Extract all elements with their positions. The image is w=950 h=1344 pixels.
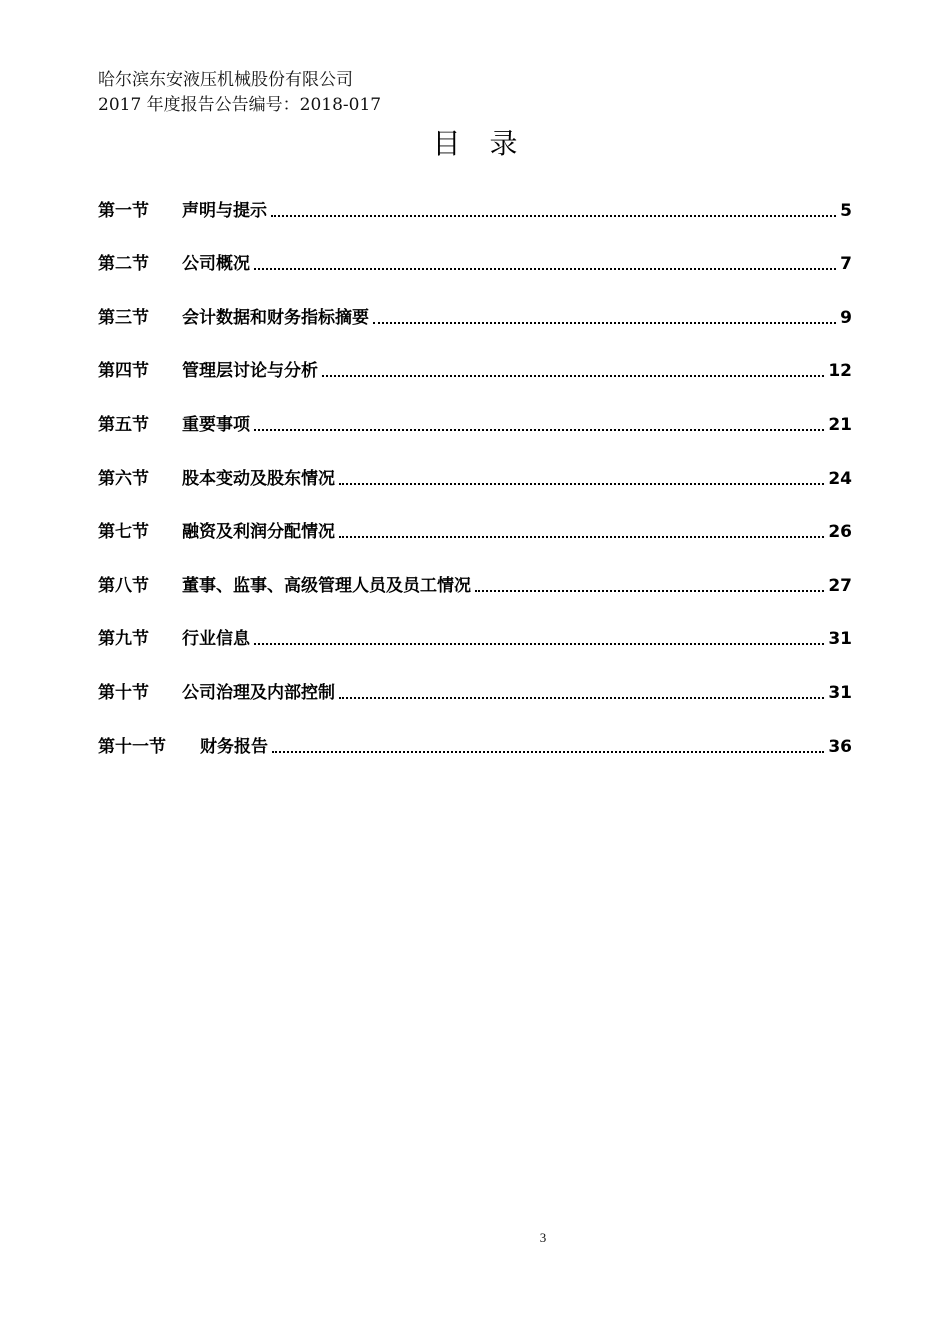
toc-leader-dots: [339, 482, 824, 485]
table-of-contents: [98, 192, 852, 782]
footer-page-number: 3: [539, 1230, 547, 1245]
toc-page-number: 31: [828, 682, 852, 703]
toc-page-number: 36: [828, 736, 852, 757]
toc-section-number: 第二节: [98, 254, 149, 275]
toc-section-number: 第五节: [98, 414, 149, 435]
toc-page-number: 21: [828, 414, 852, 435]
toc-section-title: 管理层讨论与分析: [182, 361, 318, 382]
toc-entry[interactable]: [98, 514, 852, 568]
toc-leader-dots: [254, 267, 836, 270]
toc-leader-dots: [373, 321, 836, 324]
toc-entry[interactable]: [98, 460, 852, 514]
toc-section-title: 财务报告: [200, 736, 268, 757]
toc-section-title: 重要事项: [182, 414, 250, 435]
toc-section-title: 声明与提示: [182, 200, 267, 221]
toc-entry[interactable]: [98, 567, 852, 621]
toc-section-title: 股本变动及股东情况: [182, 468, 335, 489]
toc-page-number: 27: [828, 575, 852, 596]
toc-section-number: 第八节: [98, 575, 149, 596]
toc-section-title: 行业信息: [182, 629, 250, 650]
toc-page-number: 31: [828, 629, 852, 650]
toc-entry[interactable]: [98, 406, 852, 460]
company-name: 哈尔滨东安液压机械股份有限公司: [98, 70, 353, 90]
toc-title: 目 录: [432, 127, 528, 160]
document-header: [98, 68, 381, 118]
toc-leader-dots: [475, 589, 824, 592]
toc-section-number: 第一节: [98, 200, 149, 221]
toc-entry[interactable]: [98, 299, 852, 353]
toc-entry[interactable]: [98, 728, 852, 782]
toc-leader-dots: [254, 428, 824, 431]
toc-entry[interactable]: [98, 674, 852, 728]
toc-section-title: 会计数据和财务指标摘要: [182, 307, 369, 328]
toc-page-number: 26: [828, 522, 852, 543]
toc-section-number: 第九节: [98, 629, 149, 650]
toc-section-number: 第十一节: [98, 736, 166, 757]
toc-page-number: 7: [840, 254, 852, 275]
toc-leader-dots: [339, 696, 824, 699]
toc-entry[interactable]: [98, 192, 852, 246]
toc-section-number: 第三节: [98, 307, 149, 328]
toc-leader-dots: [271, 214, 836, 217]
toc-leader-dots: [272, 750, 824, 753]
toc-entry[interactable]: [98, 353, 852, 407]
toc-section-title: 公司治理及内部控制: [182, 682, 335, 703]
toc-page-number: 12: [828, 361, 852, 382]
toc-section-number: 第十节: [98, 682, 149, 703]
toc-section-number: 第七节: [98, 522, 149, 543]
toc-entry[interactable]: [98, 621, 852, 675]
toc-leader-dots: [254, 642, 824, 645]
toc-section-number: 第六节: [98, 468, 149, 489]
toc-leader-dots: [339, 535, 824, 538]
toc-section-number: 第四节: [98, 361, 149, 382]
toc-entry[interactable]: [98, 246, 852, 300]
toc-page-number: 24: [828, 468, 852, 489]
toc-section-title: 融资及利润分配情况: [182, 522, 335, 543]
toc-leader-dots: [322, 374, 824, 377]
toc-section-title: 公司概况: [182, 254, 250, 275]
report-reference: 2017 年度报告公告编号：2018-017: [98, 95, 382, 115]
toc-page-number: 9: [840, 307, 852, 328]
toc-page-number: 5: [840, 200, 852, 221]
toc-section-title: 董事、监事、高级管理人员及员工情况: [182, 575, 471, 596]
